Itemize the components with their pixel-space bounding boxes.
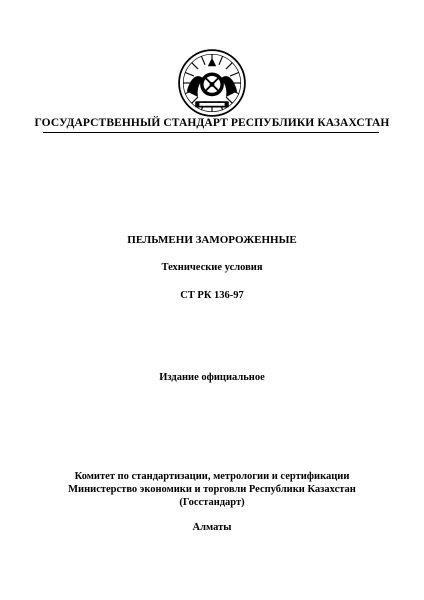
emblem-graphic	[177, 48, 247, 118]
publication-city: Алматы	[192, 522, 232, 533]
document-subtitle: Технические условия	[161, 262, 263, 273]
kazakhstan-state-emblem-icon	[177, 48, 247, 118]
committee-line: Министерство экономики и торговли Республики Казахстан	[68, 484, 356, 495]
standard-type-heading: ГОСУДАРСТВЕННЫЙ СТАНДАРТ РЕСПУБЛИКИ КАЗАХСТАН	[34, 117, 390, 129]
issuing-committee	[0, 470, 424, 509]
header-divider	[43, 132, 379, 133]
standard-code: СТ РК 136-97	[180, 290, 244, 301]
committee-line: (Госстандарт)	[179, 497, 245, 508]
edition-label: Издание официальное	[159, 372, 265, 383]
document-title: ПЕЛЬМЕНИ ЗАМОРОЖЕННЫЕ	[127, 234, 297, 246]
committee-line: Комитет по стандартизации, метрологии и сертификации	[74, 471, 350, 482]
